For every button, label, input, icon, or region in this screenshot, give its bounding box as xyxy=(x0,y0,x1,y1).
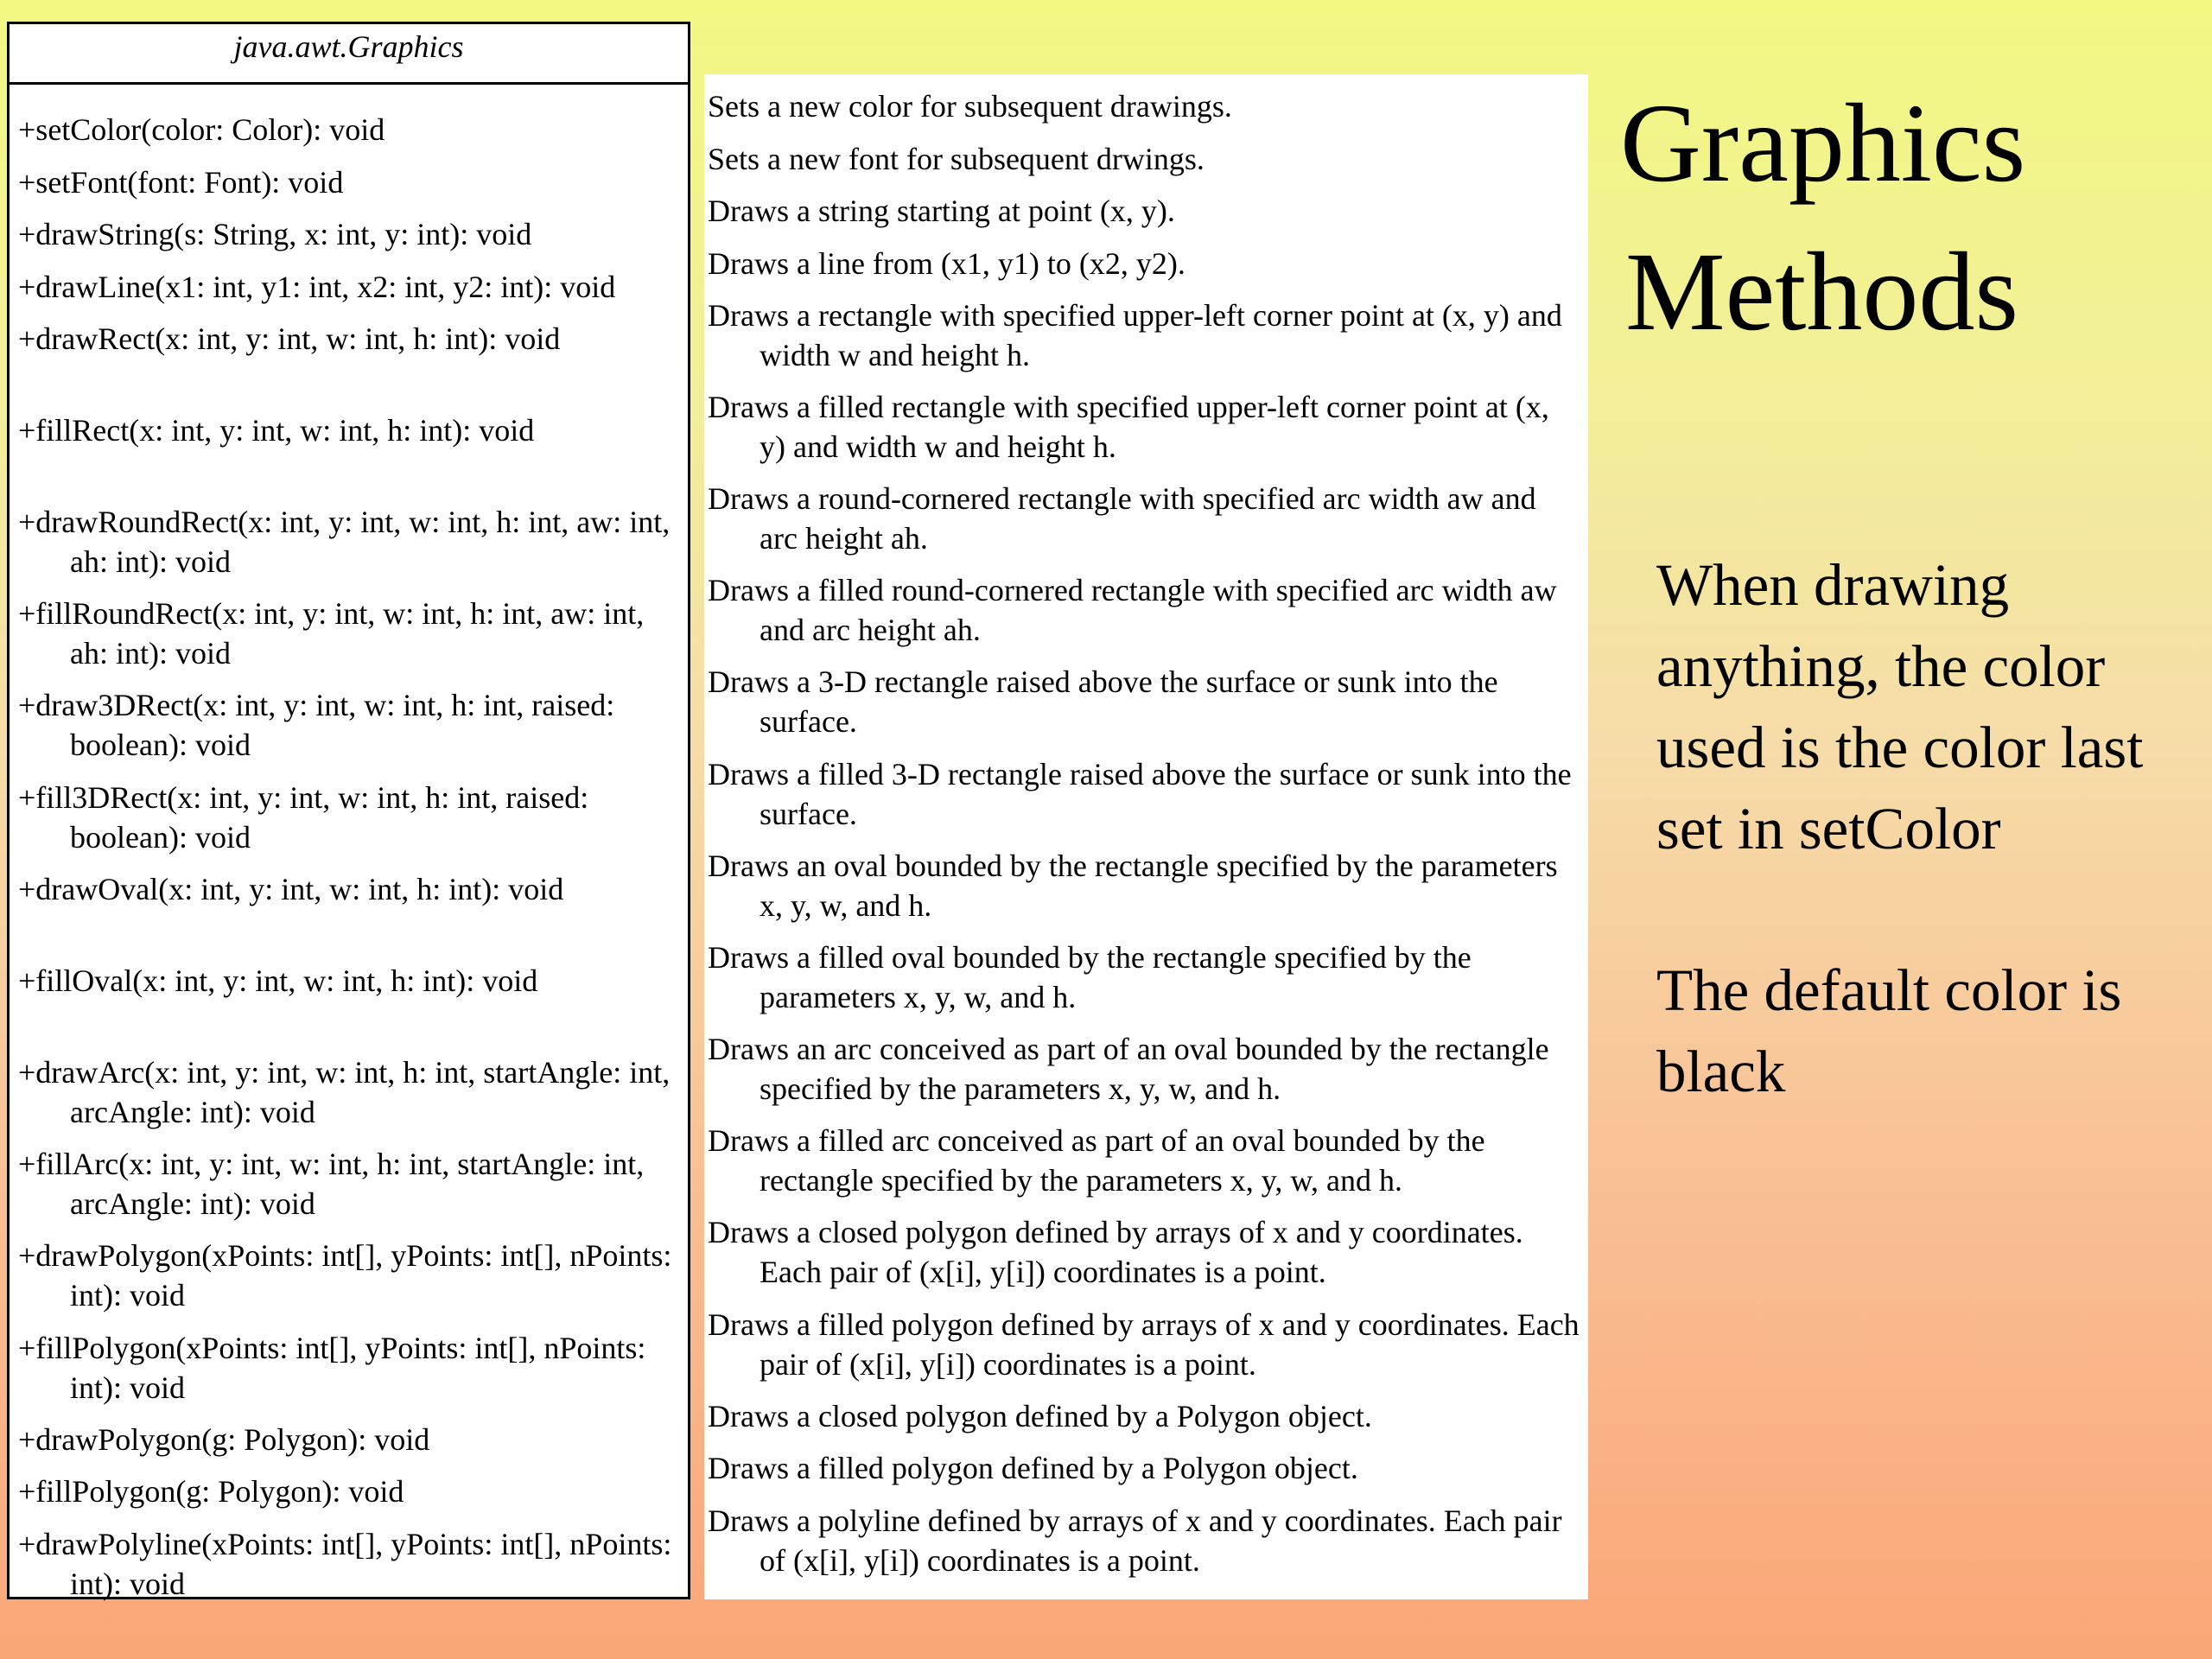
method-signature: +fillArc(x: int, y: int, w: int, h: int, startAngle: int, arcAngle: int): void xyxy=(18,1147,645,1221)
method-signature: +fillRoundRect(x: int, y: int, w: int, h: int, aw: int, ah: int): void xyxy=(18,596,645,671)
method-signature: +drawLine(x1: int, y1: int, x2: int, y2: int): void xyxy=(18,270,616,304)
method-signature: +drawPolygon(xPoints: int[], yPoints: int[], nPoints: int): void xyxy=(18,1238,672,1313)
method-signature: +draw3DRect(x: int, y: int, w: int, h: int, raised: boolean): void xyxy=(18,688,615,762)
method-description: Draws a 3-D rectangle raised above the surface or sunk into the surface. xyxy=(708,664,1498,739)
method-description: Draws a rectangle with specified upper-left corner point at (x, y) and width w and height h. xyxy=(708,298,1562,372)
method-description: Draws a round-cornered rectangle with specified arc width aw and arc height ah. xyxy=(708,481,1536,556)
method-signature: +drawString(s: String, x: int, y: int): void xyxy=(18,217,532,251)
method-signature: +fillPolygon(xPoints: int[], yPoints: int[], nPoints: int): void xyxy=(18,1331,646,1405)
method-signature: +setFont(font: Font): void xyxy=(18,165,344,200)
uml-class-box xyxy=(7,22,690,1599)
method-description: Draws a line from (x1, y1) to (x2, y2). xyxy=(708,246,1185,281)
method-signature: +drawRoundRect(x: int, y: int, w: int, h: int, aw: int, ah: int): void xyxy=(18,505,671,579)
method-description: Draws a filled 3-D rectangle raised above the surface or sunk into the surface. xyxy=(708,757,1572,831)
method-description: Sets a new font for subsequent drwings. xyxy=(708,142,1205,176)
method-signature: +drawRect(x: int, y: int, w: int, h: int): void xyxy=(18,321,561,356)
method-signature: +fillPolygon(g: Polygon): void xyxy=(18,1474,404,1509)
method-signature: +drawPolyline(xPoints: int[], yPoints: int[], nPoints: int): void xyxy=(18,1527,672,1601)
method-description: Draws a polyline defined by arrays of x and y coordinates. Each pair of (x[i], y[i]) coordinates is a point. xyxy=(708,1503,1562,1578)
method-description: Draws a filled polygon defined by a Polygon object. xyxy=(708,1451,1358,1485)
method-description: Sets a new color for subsequent drawings. xyxy=(708,89,1232,124)
method-description: Draws an oval bounded by the rectangle specified by the parameters x, y, w, and h. xyxy=(708,849,1558,923)
slide-title xyxy=(1620,69,2190,366)
method-signature: +fillRect(x: int, y: int, w: int, h: int): void xyxy=(18,413,535,448)
method-description: Draws a string starting at point (x, y). xyxy=(708,194,1175,228)
method-description: Draws a filled polygon defined by arrays of x and y coordinates. Each pair of (x[i], y[i]) coordinates is a point. xyxy=(708,1307,1580,1382)
uml-class-name: java.awt.Graphics xyxy=(10,24,688,85)
method-description: Draws a filled oval bounded by the rectangle specified by the parameters x, y, w, and h. xyxy=(708,940,1471,1014)
method-description: Draws a filled rectangle with specified upper-left corner point at (x, y) and width w and height h. xyxy=(708,390,1549,464)
method-description: Draws a closed polygon defined by arrays of x and y coordinates. Each pair of (x[i], y[i]) coordinates is a point. xyxy=(708,1215,1523,1289)
method-description: Draws a closed polygon defined by a Polygon object. xyxy=(708,1399,1372,1433)
note-default-color: The default color is black xyxy=(1656,957,2122,1104)
method-signature: +drawPolygon(g: Polygon): void xyxy=(18,1422,430,1457)
method-signature: +drawArc(x: int, y: int, w: int, h: int, startAngle: int, arcAngle: int): void xyxy=(18,1055,671,1129)
method-descriptions xyxy=(704,74,1588,1599)
method-signature: +setColor(color: Color): void xyxy=(18,112,385,147)
method-signature: +fill3DRect(x: int, y: int, w: int, h: int, raised: boolean): void xyxy=(18,780,589,855)
method-signature: +fillOval(x: int, y: int, w: int, h: int): void xyxy=(18,963,538,998)
method-description: Draws a filled round-cornered rectangle with specified arc width aw and arc height ah. xyxy=(708,573,1557,647)
method-description: Draws a filled arc conceived as part of an oval bounded by the rectangle specified by the parameters x, y, w, and h. xyxy=(708,1123,1485,1198)
slide-title-line: Graphics xyxy=(1620,81,2026,206)
note-color-usage: When drawing anything, the color used is the color last set in setColor xyxy=(1656,552,2144,861)
method-description: Draws an arc conceived as part of an oval bounded by the rectangle specified by the parameters x, y, w, and h. xyxy=(708,1032,1549,1106)
method-signature: +drawOval(x: int, y: int, w: int, h: int): void xyxy=(18,872,564,906)
slide-title-line: Methods xyxy=(1625,230,2018,354)
